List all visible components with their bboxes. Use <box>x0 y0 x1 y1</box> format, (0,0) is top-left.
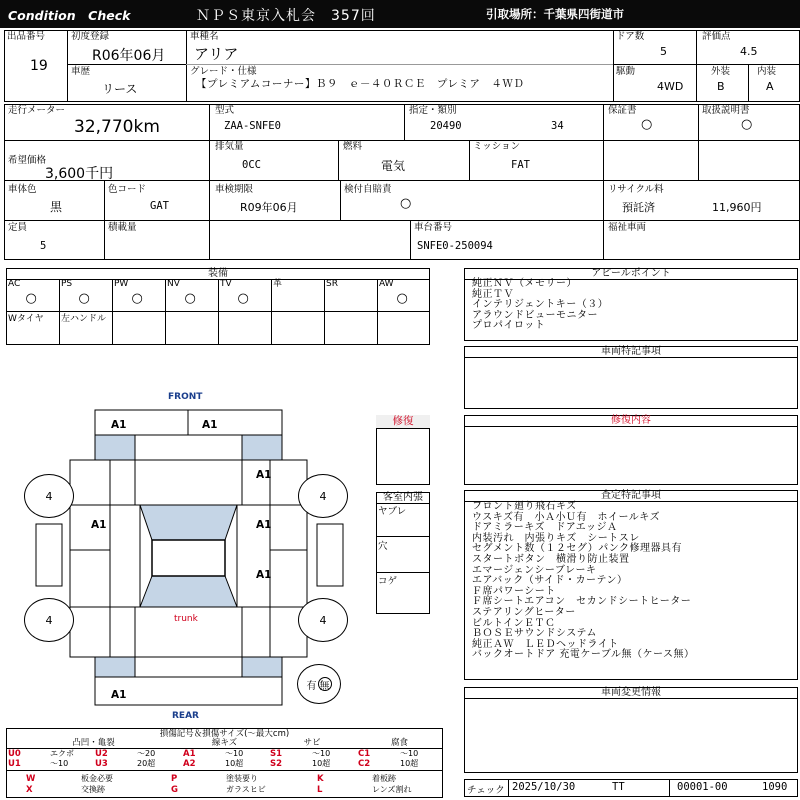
burn-label: コゲ <box>378 576 398 587</box>
list-item: ビルトインＥＴＣ <box>472 617 556 629</box>
list-item: セグメント数（１２セグ）パンク修理器具有 <box>472 543 682 555</box>
legend-code: S2 <box>270 759 283 769</box>
score-value: 4.5 <box>740 45 758 58</box>
first-registration-label: 初度登録 <box>71 31 110 42</box>
appeal-title: アピールポイント <box>464 268 798 280</box>
inspection-notes-title: 査定特記事項 <box>464 490 798 502</box>
repair-title: 修復 <box>376 415 430 429</box>
list-item: プロパイロット <box>472 320 546 332</box>
list-item: ドアミラーキズ ドアエッジＡ <box>472 522 618 534</box>
grade-value: 【プレミアムコーナー】Ｂ９ ｅ－４０ＲＣＥ プレミア ４ＷＤ <box>196 78 525 90</box>
list-item: エマージェンシーブレーキ <box>472 564 597 576</box>
recycle-value: 11,960円 <box>712 201 762 214</box>
legend-desc: 10超 <box>225 759 244 768</box>
trunk-label: trunk <box>174 614 198 624</box>
legend-title: 損傷記号＆損傷サイズ(～最大cm) <box>159 729 290 739</box>
price-label: 希望価格 <box>8 155 47 166</box>
inspection-value: R09年06月 <box>240 201 298 214</box>
legend-code: C1 <box>358 749 371 759</box>
front-label: FRONT <box>168 392 203 402</box>
car-name-label: 車種名 <box>190 31 219 42</box>
damage-code: A1 <box>256 569 272 581</box>
chassis-value: SNFE0-250094 <box>417 240 493 252</box>
displacement-value: 0CC <box>242 159 261 171</box>
legend-code: G <box>171 785 178 795</box>
manual-label: 取扱説明書 <box>702 105 750 116</box>
change-info-panel <box>464 687 798 773</box>
change-info-title: 車両変更情報 <box>464 687 798 699</box>
legend-desc: ～10 <box>312 749 331 758</box>
tire-front-right: 4 <box>298 474 348 518</box>
header-title: Condition Check <box>8 8 131 23</box>
legend-code: S1 <box>270 749 283 759</box>
list-item: ステアリングヒーター <box>472 606 576 618</box>
legend-desc: ～10 <box>225 749 244 758</box>
hole-label: 穴 <box>378 541 388 552</box>
exterior-grade: B <box>717 80 725 93</box>
body-color-label: 車体色 <box>8 184 37 195</box>
doors-value: 5 <box>660 45 667 58</box>
check-date: 2025/10/30 <box>512 781 576 793</box>
list-item: ウスキズ有 小Ａ小Ｕ有 ホイールキズ <box>472 511 661 523</box>
warranty-label: 保証書 <box>608 105 637 116</box>
tire-front-left: 4 <box>24 474 74 518</box>
color-code-label: 色コード <box>108 184 147 195</box>
equipment-mark: ○ <box>131 291 143 306</box>
mileage-value: 32,770km <box>74 117 160 137</box>
car-name-value: アリア <box>194 45 239 63</box>
legend-desc: 板金必要 <box>81 774 113 783</box>
interior-label: 内装 <box>757 66 777 77</box>
vehicle-notes-title: 車両特記事項 <box>464 346 798 358</box>
body-color-value: 黒 <box>50 200 63 214</box>
appeal-list <box>472 279 608 332</box>
auto-liability-label: 検付自賠責 <box>344 184 392 195</box>
legend-group: 凸凹・亀裂 <box>6 739 181 749</box>
equipment-label: NV <box>167 279 180 289</box>
legend-group: 腐食 <box>356 739 443 749</box>
tire-rear-left: 4 <box>24 598 74 642</box>
load-label: 積載量 <box>108 222 137 233</box>
list-item: Ｆ席パワーシート <box>472 585 556 597</box>
recycle-status: 預託済 <box>622 201 655 214</box>
doors-label: ドア数 <box>616 31 645 42</box>
pickup-location: 引取場所：千葉県四街道市 <box>486 7 624 21</box>
record-number: 00001-00 <box>677 781 728 793</box>
fuel-value: 電気 <box>381 159 406 173</box>
legend-desc: ～10 <box>50 759 69 768</box>
capacity-value: 5 <box>40 240 47 252</box>
exterior-label: 外装 <box>711 66 731 77</box>
legend-code: L <box>317 785 323 795</box>
legend-desc: エクボ <box>50 749 74 758</box>
interior-box-title: 客室内張 <box>376 492 430 504</box>
equipment-mark: ○ <box>184 291 196 306</box>
list-item: インテリジェントキー（３） <box>472 299 609 311</box>
legend-desc: レンズ割れ <box>372 785 412 794</box>
list-item: ＢＯＳＥサウンドシステム <box>472 628 597 640</box>
history-value: リース <box>102 82 138 96</box>
designation-label: 指定・類別 <box>409 105 457 116</box>
legend-group: サビ <box>268 739 356 749</box>
lot-number-value: 19 <box>30 58 48 74</box>
drive-label: 駆動 <box>616 66 636 77</box>
list-item: エアバック（サイド・カーテン） <box>472 575 628 587</box>
inspection-notes-list <box>472 502 694 661</box>
inspector-initials: TT <box>612 781 625 793</box>
legend-code: A1 <box>183 749 196 759</box>
legend-group: 線キズ <box>181 739 268 749</box>
list-item: 純正ＮＶ（メモリー） <box>472 278 577 289</box>
legend-code: U2 <box>95 749 108 759</box>
damage-code: A1 <box>91 519 107 531</box>
lot-number-label: 出品番号 <box>7 31 46 42</box>
equipment-label: PS <box>61 279 73 289</box>
damage-code: A1 <box>256 519 272 531</box>
drive-value: 4WD <box>657 80 684 93</box>
legend-desc: 10超 <box>400 759 419 768</box>
legend-code: U3 <box>95 759 108 769</box>
displacement-label: 排気量 <box>215 141 244 152</box>
equipment-label: AW <box>379 279 394 289</box>
legend-code: X <box>26 785 33 795</box>
equipment-label: TV <box>220 279 232 289</box>
rear-label: REAR <box>172 711 199 721</box>
price-value: 3,600千円 <box>45 166 114 182</box>
damage-code: A1 <box>256 469 272 481</box>
equipment-title: 装備 <box>6 268 430 280</box>
damage-code: A1 <box>202 419 218 431</box>
damage-code: A1 <box>111 419 127 431</box>
list-item: アラウンドビューモニター <box>472 309 598 321</box>
legend-desc: 20超 <box>137 759 156 768</box>
interior-grade: A <box>766 80 774 93</box>
designation-value: 20490 <box>430 120 462 132</box>
manual-mark: ○ <box>741 117 753 132</box>
legend-desc: 10超 <box>312 759 331 768</box>
repair-content-title: 修復内容 <box>464 415 798 427</box>
equipment-mark: ○ <box>237 291 249 306</box>
inspection-label: 車検期限 <box>215 184 254 195</box>
list-item: Ｆ席シートエアコン セカンドシートヒーター <box>472 596 692 608</box>
history-label: 車歴 <box>71 66 91 77</box>
mission-value: FAT <box>511 159 530 171</box>
tire-rear-right: 4 <box>298 598 348 642</box>
equipment-label: SR <box>326 279 338 289</box>
equipment-label: AC <box>8 279 21 289</box>
equipment-label: 革 <box>273 279 283 289</box>
auction-name: ＮＰＳ東京入札会 357回 <box>196 8 376 24</box>
legend-code: C2 <box>358 759 371 769</box>
legend-code: P <box>171 774 178 784</box>
check-label: チェック <box>467 785 505 796</box>
mission-label: ミッション <box>473 141 521 152</box>
list-item: バックオートドア 充電ケーブル無（ケース無） <box>472 649 695 661</box>
legend-code: U0 <box>8 749 21 759</box>
legend-code: A2 <box>183 759 196 769</box>
spare-tire: 有 無 <box>297 664 341 704</box>
legend-desc: ～10 <box>400 749 419 758</box>
equipment-mark: ○ <box>78 291 90 306</box>
legend-desc: ガラスヒビ <box>226 785 266 794</box>
model-value: ZAA-SNFE0 <box>224 120 281 132</box>
auto-liability-mark: ○ <box>400 196 412 211</box>
record-code: 1090 <box>762 781 788 793</box>
score-label: 評価点 <box>702 31 731 42</box>
list-item: フロント廻り飛石キズ <box>472 501 577 512</box>
damage-code: A1 <box>111 689 127 701</box>
list-item: 純正ＡＷ ＬＥＤヘッドライト <box>472 638 619 650</box>
legend-desc: ～20 <box>137 749 156 758</box>
legend-code: U1 <box>8 759 21 769</box>
header-bar <box>0 0 800 28</box>
chassis-label: 車台番号 <box>414 222 453 233</box>
mileage-label: 走行メーター <box>8 105 66 116</box>
grade-label: グレード・仕様 <box>190 66 257 77</box>
fuel-label: 燃料 <box>343 141 363 152</box>
legend-code: W <box>26 774 36 784</box>
list-item: 純正ＴＶ <box>472 288 514 300</box>
first-registration-value: R06年06月 <box>92 48 166 64</box>
welfare-label: 福祉車両 <box>608 222 647 233</box>
warranty-mark: ○ <box>641 117 653 132</box>
legend-desc: 交換跡 <box>81 785 105 794</box>
legend-code: K <box>317 774 324 784</box>
legend-desc: 着板跡 <box>372 774 396 783</box>
left-handle-label: 左ハンドル <box>61 314 107 324</box>
model-label: 型式 <box>215 105 235 116</box>
tear-label: ヤブレ <box>378 506 407 517</box>
legend-desc: 塗装要り <box>226 774 258 783</box>
list-item: スタートボタン 横滑り防止装置 <box>472 553 630 565</box>
equipment-mark: ○ <box>25 291 37 306</box>
equipment-mark: ○ <box>396 291 408 306</box>
color-code-value: GAT <box>150 200 169 212</box>
w-tire-label: Wタイヤ <box>8 314 44 324</box>
equipment-label: PW <box>114 279 129 289</box>
recycle-label: リサイクル料 <box>608 184 664 195</box>
capacity-label: 定員 <box>8 222 28 233</box>
category-value: 34 <box>551 120 564 132</box>
list-item: 内装汚れ 内張りキズ シートスレ <box>472 532 640 544</box>
